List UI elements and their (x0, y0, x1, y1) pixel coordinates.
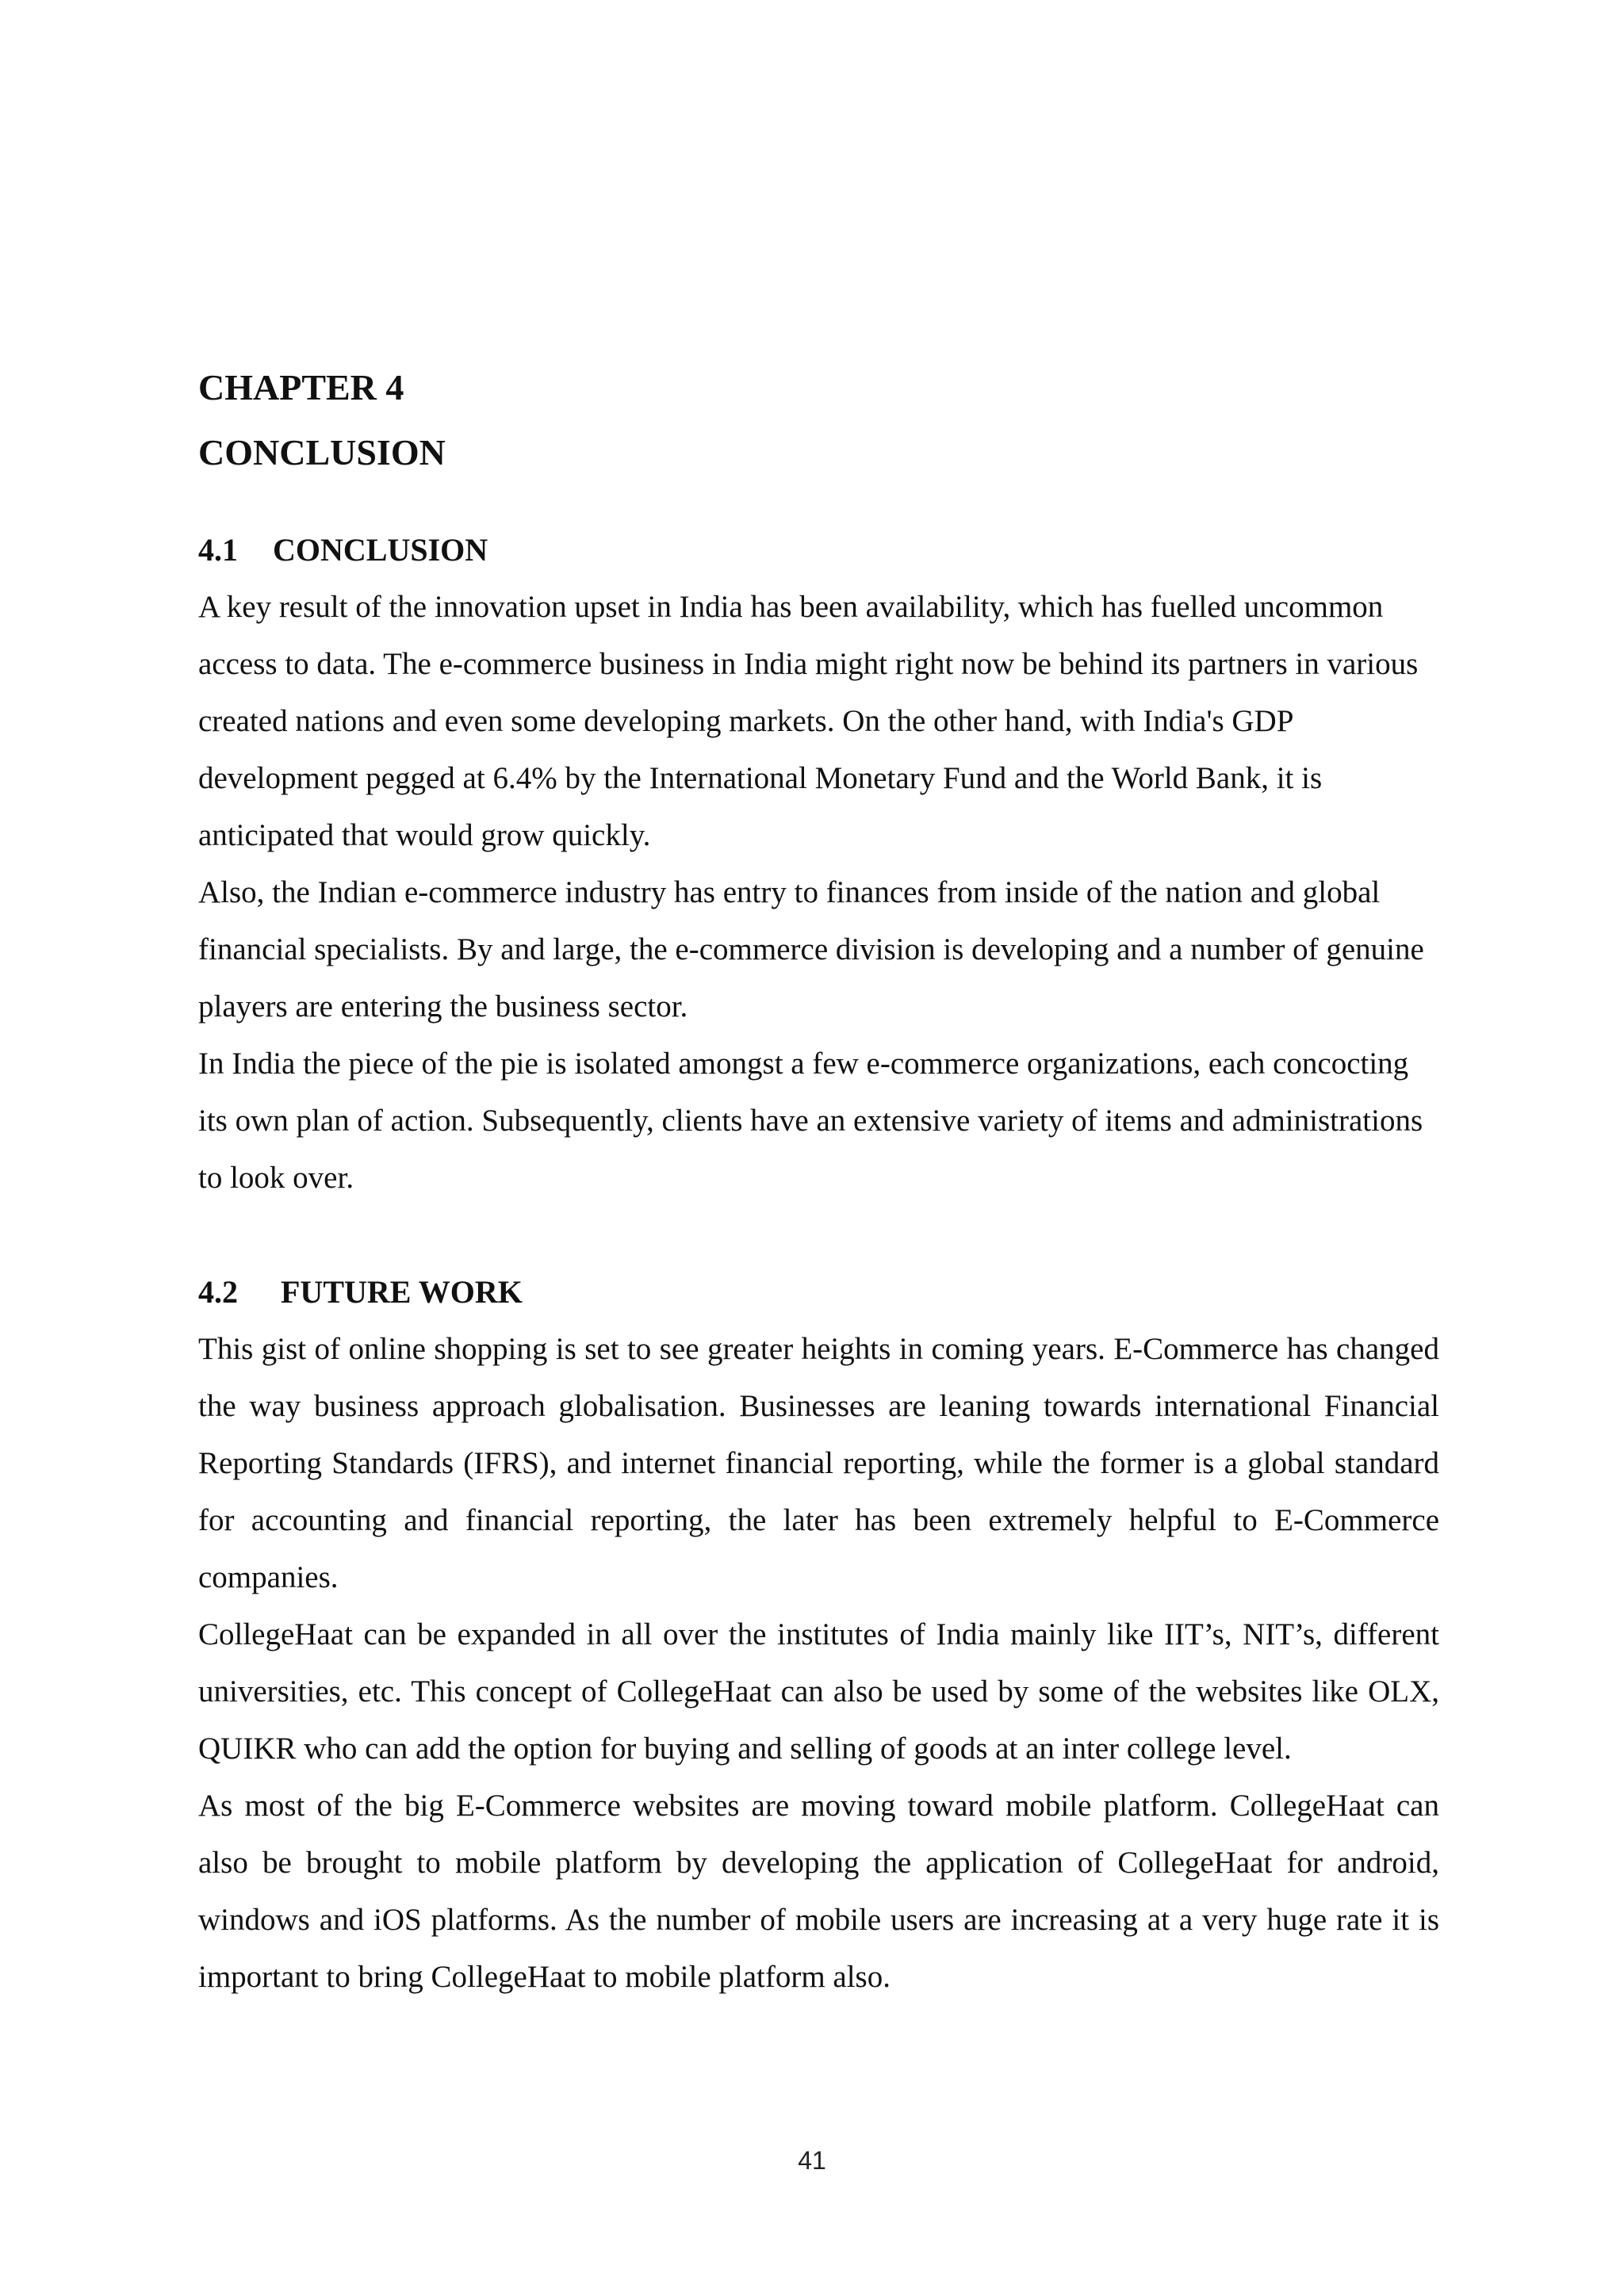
section-conclusion (198, 522, 1439, 1207)
paragraph: A key result of the innovation upset in India has been availability, which has fuelled uncommon access to data. The e-commerce business in India might right now be behind its partners in various created nations and even some developing markets. On the other hand, with India's GDP development pegged at 6.4% by the International Monetary Fund and the World Bank, it is anticipated that would grow quickly. (198, 590, 1419, 852)
section-number: 4.1 (198, 532, 238, 568)
chapter-title: CONCLUSION (198, 432, 446, 473)
page-number: 41 (798, 2146, 826, 2175)
page-content (198, 355, 1439, 2006)
paragraph: CollegeHaat can be expanded in all over the institutes of India mainly like IIT’s, NIT’s, different universities, etc. This concept of CollegeHaat can also be used by some of the websites like OLX, QUIKR who can add the option for buying and selling of goods at an inter college level. (198, 1617, 1439, 1766)
section-future-work (198, 1264, 1439, 2006)
section-heading (198, 1264, 1439, 1321)
paragraph: As most of the big E-Commerce websites are moving toward mobile platform. CollegeHaat can also be brought to mobile platform by developing the application of CollegeHaat for android, windows and iOS platforms. As the number of mobile users are increasing at a very huge rate it is important to bring CollegeHaat to mobile platform also. (198, 1789, 1439, 1994)
paragraph: In India the piece of the pie is isolated amongst a few e-commerce organizations, each concocting its own plan of action. Subsequently, clients have an extensive variety of items and administrations to look over. (198, 1047, 1423, 1195)
section-number: 4.2 (198, 1274, 238, 1310)
section-heading (198, 522, 1439, 579)
paragraph: Also, the Indian e-commerce industry has entry to finances from inside of the nation and global financial specialists. By and large, the e-commerce division is developing and a number of genuine players are entering the business sector. (198, 875, 1424, 1024)
paragraph: This gist of online shopping is set to see greater heights in coming years. E-Commerce has changed the way business approach globalisation. Businesses are leaning towards international Financial Reporting Standards (IFRS), and internet financial reporting, while the former is a global standard for accounting and financial reporting, the later has been extremely helpful to E-Commerce companies. (198, 1332, 1439, 1594)
chapter-number: CHAPTER 4 (198, 367, 404, 408)
section-title: CONCLUSION (273, 532, 488, 568)
section-title: FUTURE WORK (281, 1274, 523, 1310)
